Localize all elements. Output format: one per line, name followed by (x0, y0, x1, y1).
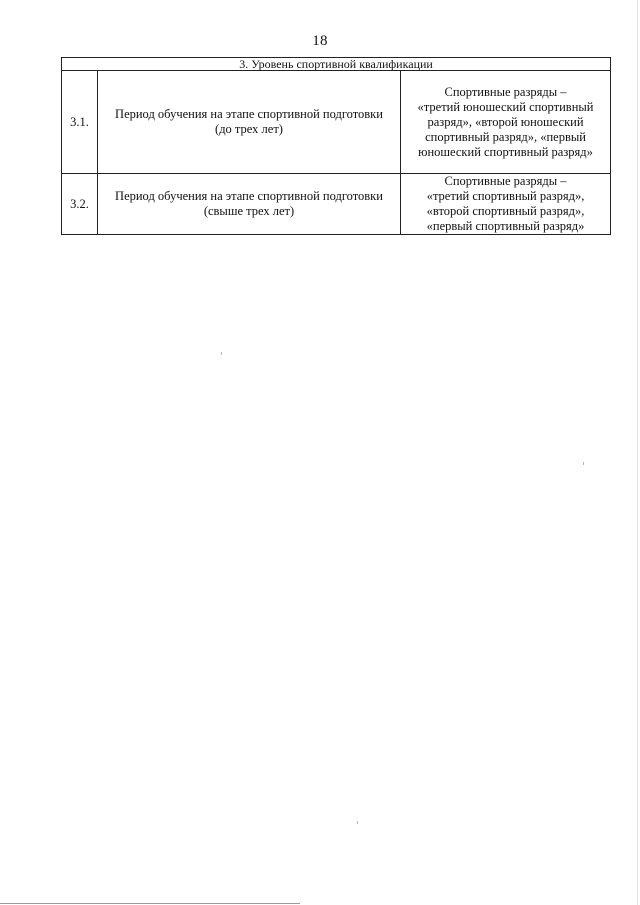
table-row (62, 174, 611, 235)
scan-speck (221, 352, 222, 355)
ranks-text-line: юношеский спортивный разряд» (418, 144, 593, 159)
row-number: 3.2. (62, 174, 98, 235)
ranks-text-line: «первый спортивный разряд» (426, 219, 585, 233)
scan-edge-line (0, 903, 300, 904)
ranks-cell (401, 174, 611, 235)
scan-speck (583, 462, 584, 465)
ranks-text-line: разряд», «второй юношеский (427, 114, 584, 129)
period-cell (98, 71, 401, 174)
ranks-text-line: спортивный разряд», «первый (425, 129, 586, 144)
ranks-text-line: Спортивные разряды – (444, 174, 567, 188)
table-section-header-row (62, 58, 611, 71)
row-number: 3.1. (62, 71, 98, 174)
ranks-text-line: «третий спортивный разряд», (426, 189, 585, 203)
scan-edge-line (637, 0, 638, 905)
table-row (62, 71, 611, 174)
period-cell (98, 174, 401, 235)
section-header: 3. Уровень спортивной квалификации (62, 58, 611, 71)
scan-speck (357, 821, 358, 824)
page-number: 18 (312, 33, 328, 49)
period-duration-line: (свыше трех лет) (203, 204, 295, 218)
qualification-table (61, 57, 611, 235)
ranks-text-line: «третий юношеский спортивный (417, 99, 594, 114)
ranks-text-line: «второй спортивный разряд», (426, 204, 585, 218)
ranks-text-line: Спортивные разряды – (444, 84, 567, 99)
period-text-line: Период обучения на этапе спортивной подготовки (115, 107, 383, 121)
period-duration-line: (до трех лет) (215, 122, 283, 136)
ranks-cell (401, 71, 611, 174)
period-text-line: Период обучения на этапе спортивной подготовки (115, 189, 383, 203)
